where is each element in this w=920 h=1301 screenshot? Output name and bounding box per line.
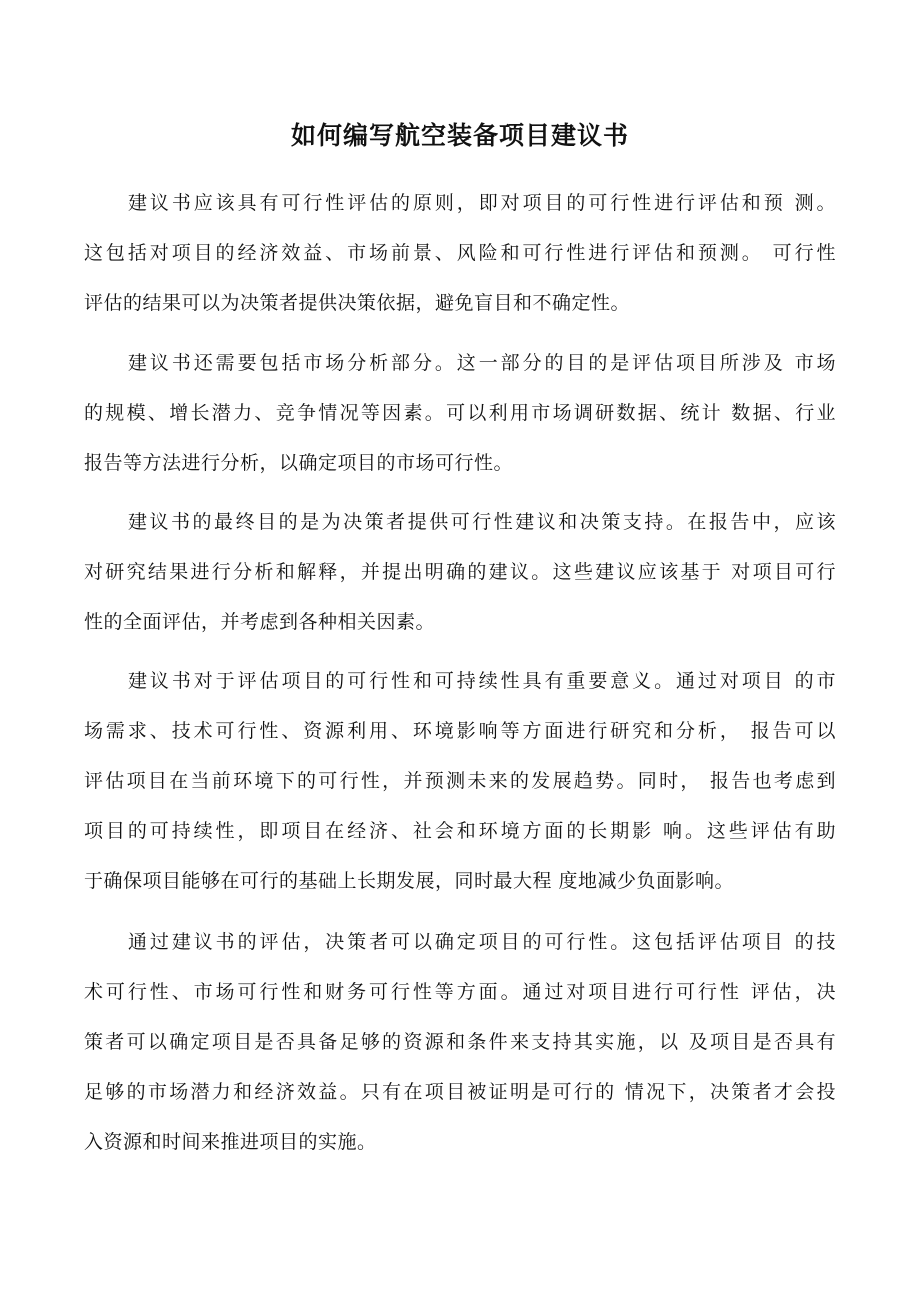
paragraph-line: 这包括对项目的经济效益、市场前景、风险和可行性进行评估和预测。 可行性 [84, 242, 836, 264]
paragraph-line: 对研究结果进行分析和解释，并提出明确的建议。这些建议应该基于 对项目可行 [84, 561, 836, 583]
paragraph-line: 建议书对于评估项目的可行性和可持续性具有重要意义。通过对项目 的市 [128, 670, 836, 692]
paragraph-1 [84, 178, 836, 328]
paragraph-2 [84, 338, 836, 488]
paragraph-line: 项目的可持续性，即项目在经济、社会和环境方面的长期影 响。这些评估有助 [84, 820, 836, 842]
paragraph-line: 评估的结果可以为决策者提供决策依据，避免盲目和不确定性。 [84, 292, 631, 314]
paragraph-line: 足够的市场潜力和经济效益。只有在项目被证明是可行的 情况下，决策者才会投 [84, 1081, 836, 1103]
paragraph-line: 通过建议书的评估，决策者可以确定项目的可行性。这包括评估项目 的技 [128, 931, 836, 953]
document-title: 如何编写航空装备项目建议书 [290, 121, 629, 150]
paragraph-5 [84, 917, 836, 1167]
paragraph-line: 的规模、增长潜力、竞争情况等因素。可以利用市场调研数据、统计 数据、行业 [84, 402, 836, 424]
paragraph-line: 建议书应该具有可行性评估的原则，即对项目的可行性进行评估和预 测。 [128, 192, 836, 214]
paragraph-3 [84, 497, 836, 647]
paragraph-4 [84, 656, 836, 906]
paragraph-line: 建议书还需要包括市场分析部分。这一部分的目的是评估项目所涉及 市场 [128, 352, 836, 374]
paragraph-line: 场需求、技术可行性、资源利用、环境影响等方面进行研究和分析， 报告可以 [84, 720, 836, 742]
paragraph-line: 入资源和时间来推进项目的实施。 [84, 1131, 377, 1153]
paragraph-line: 术可行性、市场可行性和财务可行性等方面。通过对项目进行可行性 评估，决 [84, 981, 836, 1003]
paragraph-line: 建议书的最终目的是为决策者提供可行性建议和决策支持。在报告中，应该 [128, 511, 836, 533]
paragraph-line: 评估项目在当前环境下的可行性，并预测未来的发展趋势。同时， 报告也考虑到 [84, 770, 836, 792]
paragraph-line: 策者可以确定项目是否具备足够的资源和条件来支持其实施，以 及项目是否具有 [84, 1031, 836, 1053]
paragraph-line: 报告等方法进行分析，以确定项目的市场可行性。 [84, 452, 514, 474]
paragraph-line: 性的全面评估，并考虑到各种相关因素。 [84, 611, 436, 633]
paragraph-line: 于确保项目能够在可行的基础上长期发展，同时最大程 度地减少负面影响。 [84, 870, 735, 892]
